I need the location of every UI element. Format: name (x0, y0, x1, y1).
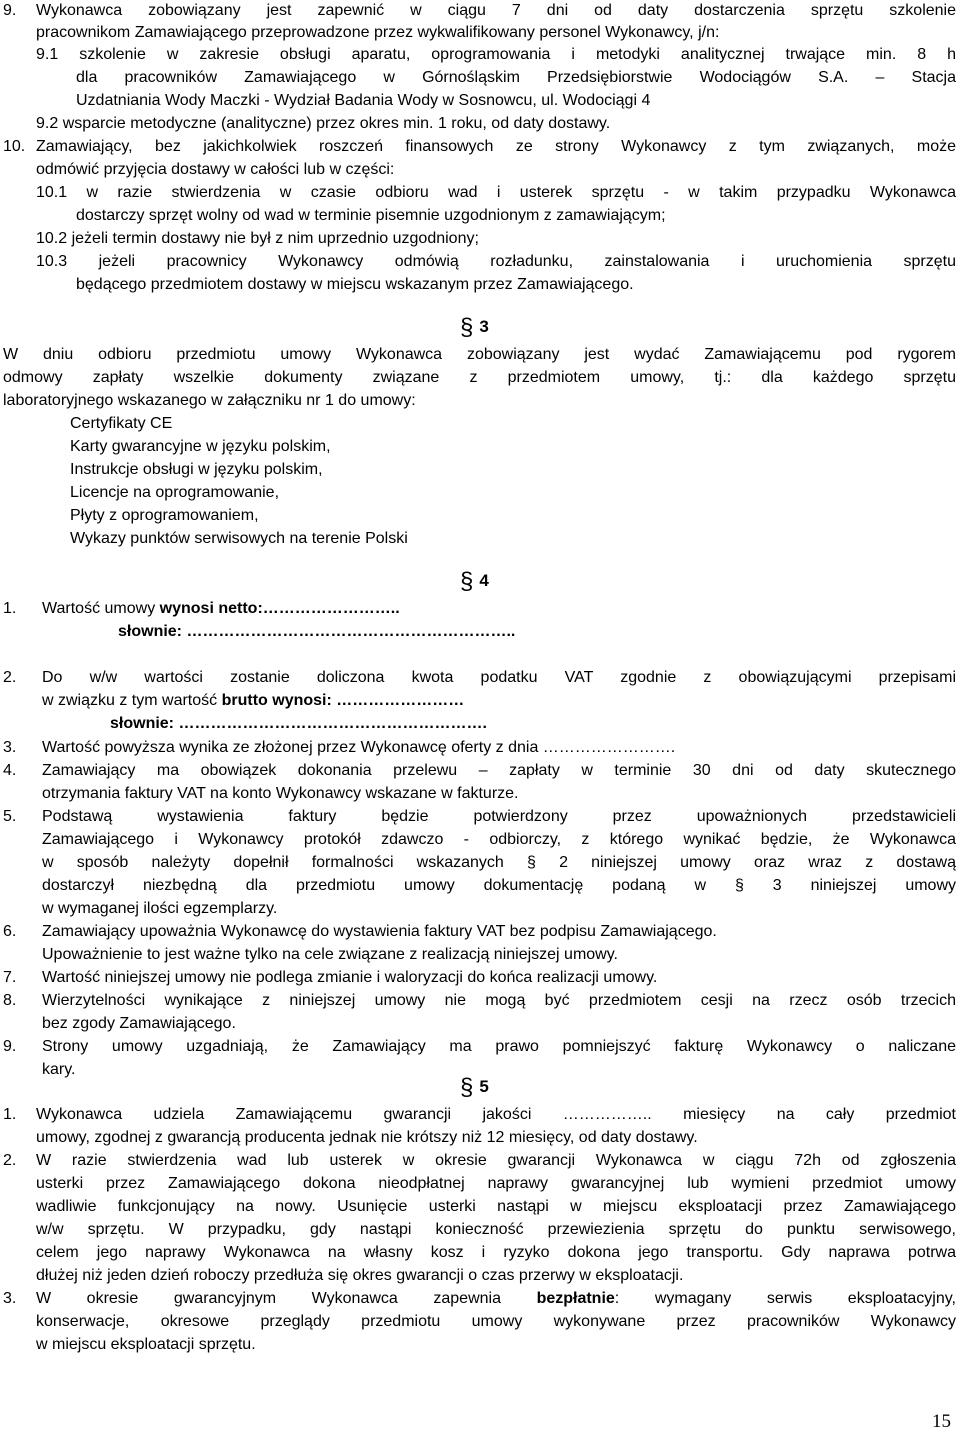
clause-4-6-line-2: Upoważnienie to jest ważne tylko na cele związane z realizacją niniejszej umowy. (42, 946, 618, 963)
clause-4-5-number: 5. (3, 808, 17, 825)
clause-4-2-number: 2. (3, 669, 17, 686)
net-value-field: wynosi netto:…………………….. (159, 600, 400, 617)
clause-4-3: Wartość powyższa wynika ze złożonej przez Wykonawcę oferty z dnia ……………………. (42, 739, 676, 756)
clause-4-2-line-1: Do w/w wartości zostanie doliczona kwota podatku VAT zgodnie z obowiązującymi przepisami (42, 669, 956, 686)
item-9-2: 9.2 wsparcie metodyczne (analityczne) przez okres min. 1 roku, od daty dostawy. (36, 115, 611, 132)
section-symbol: § (460, 1074, 474, 1101)
section-4-heading (460, 570, 489, 593)
gross-value-words: słownie: …………………………………………………. (110, 715, 487, 732)
clause-4-9-number: 9. (3, 1038, 17, 1055)
clause-4-8-line-2: bez zgody Zamawiającego. (42, 1015, 236, 1032)
item-10-3-line-2: będącego przedmiotem dostawy w miejscu wskazanym przez Zamawiającego. (76, 276, 634, 293)
item-9-1-line-1: 9.1 szkolenie w zakresie obsługi aparatu, oprogramowania i metodyki analitycznej trwające min. 8 h (36, 46, 956, 63)
item-10-number: 10. (3, 138, 26, 155)
clause-4-7: Wartość niniejszej umowy nie podlega zmianie i waloryzacji do końca realizacji umowy. (42, 969, 658, 986)
item-9-1-line-2: dla pracowników Zamawiającego w Górnośląskim Przedsiębiorstwie Wodociągów S.A. – Stacja (76, 69, 956, 86)
page-number: 15 (932, 1411, 951, 1432)
section-symbol: § (460, 314, 474, 341)
clause-4-4-line-2: otrzymania faktury VAT na konto Wykonawcy wskazane w fakturze. (42, 785, 519, 802)
doc-list-item: Wykazy punktów serwisowych na terenie Polski (70, 530, 408, 547)
section-number: 3 (479, 317, 489, 336)
clause-5-2-line-6: dłużej niż jeden dzień roboczy przedłuża się okres gwarancji o czas przerwy w eksploatacji. (36, 1267, 684, 1284)
clause-4-8-line-1: Wierzytelności wynikające z niniejszej umowy nie mogą być przedmiotem cesji na rzecz osób trzecich (42, 992, 956, 1009)
item-9-line-2: pracownikom Zamawiającego przeprowadzone przez wykwalifikowany personel Wykonawcy, j/n: (36, 24, 720, 41)
doc-list-item: Instrukcje obsługi w języku polskim, (70, 461, 323, 478)
clause-4-4-number: 4. (3, 762, 17, 779)
clause-5-2-number: 2. (3, 1152, 17, 1169)
item-9-1-line-3: Uzdatniania Wody Maczki - Wydział Badania Wody w Sosnowcu, ul. Wodociągi 4 (76, 92, 651, 109)
clause-5-3-number: 3. (3, 1290, 17, 1307)
clause-5-2-line-5: celem jego naprawy Wykonawca na własny kosz i ryzyko dokona jego transportu. Gdy naprawa potrwa (36, 1244, 956, 1261)
item-9-line-1: Wykonawca zobowiązany jest zapewnić w ciągu 7 dni od daty dostarczenia sprzętu szkolenie (36, 2, 956, 19)
section-number: 5 (479, 1077, 489, 1096)
clause-4-1 (42, 598, 400, 620)
clause-5-1-line-2: umowy, zgodnej z gwarancją producenta jednak nie krótszy niż 12 miesięcy, od daty dostawy. (36, 1129, 698, 1146)
item-10-1-line-1: 10.1 w razie stwierdzenia w czasie odbioru wad i usterek sprzętu - w takim przypadku Wykonawca (36, 184, 956, 201)
doc-list-item: Licencje na oprogramowanie, (70, 484, 280, 501)
doc-list-item: Płyty z oprogramowaniem, (70, 507, 259, 524)
clause-4-3-number: 3. (3, 739, 17, 756)
item-9-number: 9. (3, 2, 17, 19)
clause-4-2-text: w związku z tym wartość (42, 692, 222, 709)
clause-5-3-text-a: W okresie gwarancyjnym Wykonawca zapewnia (36, 1290, 537, 1307)
clause-4-1-text: Wartość umowy (42, 600, 160, 617)
clause-4-4-line-1: Zamawiający ma obowiązek dokonania przelewu – zapłaty w terminie 30 dni od daty skutecznego (42, 762, 956, 779)
clause-5-1-line-1: Wykonawca udziela Zamawiającemu gwarancji jakości …………….. miesięcy na cały przedmiot (36, 1106, 956, 1123)
clause-5-2-line-3: wadliwie funkcjonujący na nowy. Usunięcie usterki nastąpi w miejscu eksploatacji przez Zamawiającego (36, 1198, 956, 1215)
section-3-line-3: laboratoryjnego wskazanego w załączniku nr 1 do umowy: (3, 392, 416, 409)
gross-value-field: brutto wynosi: …………………… (221, 692, 465, 709)
clause-5-1-number: 1. (3, 1106, 17, 1123)
clause-4-6-number: 6. (3, 923, 17, 940)
item-10-3-line-1: 10.3 jeżeli pracownicy Wykonawcy odmówią rozładunku, zainstalowania i uruchomienia sprzętu (36, 253, 956, 270)
section-3-line-1: W dniu odbioru przedmiotu umowy Wykonawca zobowiązany jest wydać Zamawiającemu pod rygorem (3, 346, 956, 363)
clause-4-8-number: 8. (3, 992, 17, 1009)
net-value-words: słownie: …………………………………………………….. (118, 623, 516, 640)
clause-4-5-line-1: Podstawą wystawienia faktury będzie potwierdzony przez upoważnionych przedstawicieli (42, 808, 956, 825)
section-3-line-2: odmowy zapłaty wszelkie dokumenty związane z przedmiotem umowy, tj.: dla każdego sprzętu (3, 369, 956, 386)
section-5-heading (460, 1076, 489, 1099)
clause-5-2-line-2: usterki przez Zamawiającego dokona nieodpłatnej naprawy gwarancyjnej lub wymieni przedmiot umowy (36, 1175, 956, 1192)
item-10-2: 10.2 jeżeli termin dostawy nie był z nim uprzednio uzgodniony; (36, 230, 479, 247)
section-number: 4 (479, 571, 489, 590)
item-10-line-1: Zamawiający, bez jakichkolwiek roszczeń finansowych ze strony Wykonawcy z tym związanych, może (36, 138, 956, 155)
clause-4-2-line-2 (42, 690, 464, 712)
clause-5-2-line-1: W razie stwierdzenia wad lub usterek w okresie gwarancji Wykonawca w ciągu 72h od zgłoszenia (36, 1152, 956, 1169)
clause-4-5-line-4: dostarczył niezbędną dla przedmiotu umowy dokumentację podaną w § 3 niniejszej umowy (42, 877, 956, 894)
clause-4-9-line-2: kary. (42, 1061, 76, 1078)
section-symbol: § (460, 568, 474, 595)
doc-list-item: Certyfikaty CE (70, 415, 173, 432)
section-3-heading (460, 316, 489, 339)
clause-5-3-line-2: konserwacje, okresowe przeglądy przedmiotu umowy wykonywane przez pracowników Wykonawcy (36, 1313, 956, 1330)
clause-4-6-line-1: Zamawiający upoważnia Wykonawcę do wystawienia faktury VAT bez podpisu Zamawiającego. (42, 923, 717, 940)
clause-4-1-number: 1. (3, 600, 17, 617)
item-10-1-line-2: dostarczy sprzęt wolny od wad w terminie pisemnie uzgodnionym z zamawiającym; (76, 207, 666, 224)
clause-5-3-line-3: w miejscu eksploatacji sprzętu. (36, 1336, 256, 1353)
clause-5-3-bold: bezpłatnie (536, 1290, 615, 1307)
doc-list-item: Karty gwarancyjne w języku polskim, (70, 438, 331, 455)
item-10-line-2: odmówić przyjęcia dostawy w całości lub w części: (36, 161, 395, 178)
clause-4-5-line-2: Zamawiającego i Wykonawcy protokół zdawczo - odbiorczy, z którego wynikać będzie, że Wykonawca (42, 831, 956, 848)
clause-4-9-line-1: Strony umowy uzgadniają, że Zamawiający ma prawo pomniejszyć fakturę Wykonawcy o naliczane (42, 1038, 956, 1055)
clause-5-2-line-4: w/w sprzętu. W przypadku, gdy nastąpi konieczność przewiezienia sprzętu do punktu serwisowego, (36, 1221, 956, 1238)
clause-4-5-line-5: w wymaganej ilości egzemplarzy. (42, 900, 278, 917)
clause-4-7-number: 7. (3, 969, 17, 986)
clause-5-3-line-1 (36, 1288, 956, 1310)
clause-4-5-line-3: w sposób należyty dopełnił formalności wskazanych § 2 niniejszej umowy oraz wraz z dostawą (42, 854, 956, 871)
clause-5-3-text-b: : wymagany serwis eksploatacyjny, (614, 1290, 957, 1307)
